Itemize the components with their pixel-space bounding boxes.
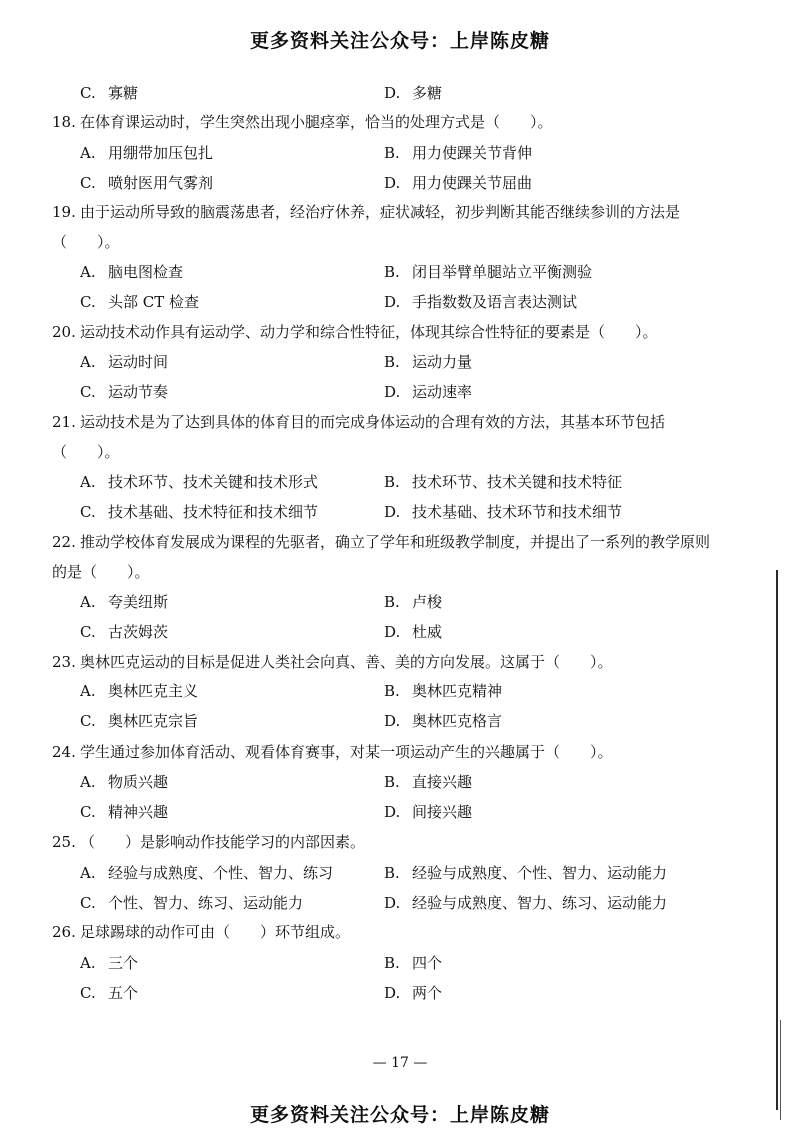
option-letter: D. bbox=[384, 383, 401, 401]
footer-banner: 更多资料关注公众号：上岸陈皮糖 bbox=[249, 1104, 550, 1126]
question-number: 20. bbox=[52, 323, 76, 341]
option-b bbox=[384, 592, 442, 612]
option-text: 间接兴趣 bbox=[412, 803, 473, 821]
option-letter: A. bbox=[80, 593, 96, 611]
question-number: 22. bbox=[52, 533, 76, 551]
option-letter: C. bbox=[80, 894, 96, 912]
question-stem bbox=[52, 197, 712, 257]
option-letter: A. bbox=[80, 864, 96, 882]
option-b bbox=[384, 863, 667, 883]
question-stem bbox=[52, 527, 712, 587]
option-c bbox=[80, 502, 318, 522]
question-text: （ ）是影响动作技能学习的内部因素。 bbox=[80, 833, 366, 851]
question-number: 18. bbox=[52, 113, 76, 131]
question-stem bbox=[52, 107, 712, 137]
option-letter: C. bbox=[80, 803, 96, 821]
option-letter: B. bbox=[384, 682, 400, 700]
option-b bbox=[384, 262, 592, 282]
option-d bbox=[384, 83, 442, 103]
question-stem bbox=[52, 737, 712, 767]
option-text: 奥林匹克宗旨 bbox=[108, 712, 199, 730]
scan-edge-line bbox=[780, 1020, 781, 1120]
option-letter: C. bbox=[80, 712, 96, 730]
option-text: 闭目举臂单腿站立平衡测验 bbox=[412, 263, 593, 281]
option-c bbox=[80, 711, 198, 731]
page-number: — 17 — bbox=[372, 1055, 428, 1071]
option-text: 奥林匹克主义 bbox=[108, 682, 199, 700]
option-text: 四个 bbox=[412, 954, 443, 972]
option-c bbox=[80, 292, 199, 312]
question-number: 23. bbox=[52, 653, 76, 671]
option-a bbox=[80, 953, 138, 973]
option-c bbox=[80, 983, 138, 1003]
question-text: 足球踢球的动作可由（ ）环节组成。 bbox=[80, 923, 351, 941]
option-letter: C. bbox=[80, 383, 96, 401]
option-text: 经验与成熟度、智力、练习、运动能力 bbox=[412, 894, 668, 912]
option-text: 古茨姆茨 bbox=[108, 623, 169, 641]
option-letter: B. bbox=[384, 864, 400, 882]
option-letter: A. bbox=[80, 954, 96, 972]
option-letter: B. bbox=[384, 473, 400, 491]
option-text: 经验与成熟度、个性、智力、运动能力 bbox=[412, 864, 668, 882]
option-d bbox=[384, 983, 442, 1003]
question-stem bbox=[52, 407, 712, 467]
option-text: 物质兴趣 bbox=[108, 773, 169, 791]
option-b bbox=[384, 352, 472, 372]
option-letter: B. bbox=[384, 954, 400, 972]
option-text: 运动速率 bbox=[412, 383, 473, 401]
option-text: 手指数数及语言表达测试 bbox=[412, 293, 578, 311]
option-letter: B. bbox=[384, 773, 400, 791]
option-text: 奥林匹克格言 bbox=[412, 712, 503, 730]
option-d bbox=[384, 711, 502, 731]
question-text: 在体育课运动时，学生突然出现小腿痉挛，恰当的处理方式是（ ）。 bbox=[80, 113, 553, 131]
option-a bbox=[80, 863, 333, 883]
option-text: 多糖 bbox=[412, 84, 443, 102]
option-text: 卢梭 bbox=[412, 593, 443, 611]
option-text: 头部 CT 检查 bbox=[108, 293, 200, 311]
question-text: 由于运动所导致的脑震荡患者，经治疗休养，症状减轻，初步判断其能否继续参训的方法是（ ）。 bbox=[52, 203, 681, 251]
question-text: 奥林匹克运动的目标是促进人类社会向真、善、美的方向发展。这属于（ ）。 bbox=[80, 653, 613, 671]
option-letter: A. bbox=[80, 263, 96, 281]
option-letter: D. bbox=[384, 984, 401, 1002]
option-d bbox=[384, 802, 472, 822]
option-c bbox=[80, 173, 213, 193]
option-c bbox=[80, 83, 138, 103]
option-text: 运动时间 bbox=[108, 353, 169, 371]
option-c bbox=[80, 622, 168, 642]
option-c bbox=[80, 802, 168, 822]
question-text: 运动技术动作具有运动学、动力学和综合性特征，体现其综合性特征的要素是（ ）。 bbox=[80, 323, 658, 341]
option-b bbox=[384, 143, 532, 163]
option-letter: D. bbox=[384, 712, 401, 730]
option-text: 脑电图检查 bbox=[108, 263, 184, 281]
option-b bbox=[384, 681, 502, 701]
option-text: 技术环节、技术关键和技术形式 bbox=[108, 473, 319, 491]
option-letter: B. bbox=[384, 353, 400, 371]
option-c bbox=[80, 382, 168, 402]
option-a bbox=[80, 592, 168, 612]
option-letter: C. bbox=[80, 984, 96, 1002]
option-d bbox=[384, 173, 532, 193]
option-text: 运动力量 bbox=[412, 353, 473, 371]
question-text: 学生通过参加体育活动、观看体育赛事，对某一项运动产生的兴趣属于（ ）。 bbox=[80, 743, 613, 761]
option-text: 直接兴趣 bbox=[412, 773, 473, 791]
option-letter: B. bbox=[384, 263, 400, 281]
option-letter: D. bbox=[384, 623, 401, 641]
option-letter: D. bbox=[384, 84, 401, 102]
option-text: 个性、智力、练习、运动能力 bbox=[108, 894, 304, 912]
question-number: 19. bbox=[52, 203, 76, 221]
option-letter: B. bbox=[384, 144, 400, 162]
option-text: 喷射医用气雾剂 bbox=[108, 174, 214, 192]
option-text: 夸美纽斯 bbox=[108, 593, 169, 611]
option-letter: C. bbox=[80, 293, 96, 311]
option-d bbox=[384, 382, 472, 402]
option-a bbox=[80, 352, 168, 372]
question-number: 25. bbox=[52, 833, 76, 851]
option-letter: C. bbox=[80, 84, 96, 102]
option-letter: A. bbox=[80, 773, 96, 791]
option-letter: A. bbox=[80, 473, 96, 491]
option-letter: C. bbox=[80, 623, 96, 641]
question-text: 推动学校体育发展成为课程的先驱者，确立了学年和班级教学制度，并提出了一系列的教学原则的是（ ）。 bbox=[52, 533, 711, 581]
option-a bbox=[80, 472, 318, 492]
question-stem bbox=[52, 917, 712, 947]
option-text: 精神兴趣 bbox=[108, 803, 169, 821]
option-letter: C. bbox=[80, 503, 96, 521]
option-letter: A. bbox=[80, 144, 96, 162]
option-letter: D. bbox=[384, 174, 401, 192]
option-text: 两个 bbox=[412, 984, 443, 1002]
option-c bbox=[80, 893, 303, 913]
option-letter: D. bbox=[384, 503, 401, 521]
option-text: 技术基础、技术环节和技术细节 bbox=[412, 503, 623, 521]
option-d bbox=[384, 893, 667, 913]
option-text: 经验与成熟度、个性、智力、练习 bbox=[108, 864, 334, 882]
header-banner: 更多资料关注公众号：上岸陈皮糖 bbox=[249, 30, 550, 52]
question-stem bbox=[52, 647, 712, 677]
question-text: 运动技术是为了达到具体的体育目的而完成身体运动的合理有效的方法，其基本环节包括（ ）。 bbox=[52, 413, 666, 461]
question-number: 24. bbox=[52, 743, 76, 761]
option-b bbox=[384, 772, 472, 792]
option-text: 用绷带加压包扎 bbox=[108, 144, 214, 162]
option-text: 奥林匹克精神 bbox=[412, 682, 503, 700]
option-text: 运动节奏 bbox=[108, 383, 169, 401]
option-letter: D. bbox=[384, 894, 401, 912]
option-a bbox=[80, 143, 213, 163]
option-b bbox=[384, 953, 442, 973]
option-text: 杜威 bbox=[412, 623, 443, 641]
option-b bbox=[384, 472, 622, 492]
option-text: 用力使踝关节背伸 bbox=[412, 144, 533, 162]
option-text: 三个 bbox=[108, 954, 139, 972]
option-letter: B. bbox=[384, 593, 400, 611]
option-text: 寡糖 bbox=[108, 84, 139, 102]
option-text: 五个 bbox=[108, 984, 139, 1002]
option-text: 技术基础、技术特征和技术细节 bbox=[108, 503, 319, 521]
option-d bbox=[384, 292, 577, 312]
option-letter: A. bbox=[80, 682, 96, 700]
option-letter: D. bbox=[384, 803, 401, 821]
option-letter: D. bbox=[384, 293, 401, 311]
question-number: 21. bbox=[52, 413, 76, 431]
option-letter: A. bbox=[80, 353, 96, 371]
option-a bbox=[80, 772, 168, 792]
option-a bbox=[80, 681, 198, 701]
option-d bbox=[384, 502, 622, 522]
question-stem bbox=[52, 827, 712, 857]
option-d bbox=[384, 622, 442, 642]
option-text: 用力使踝关节屈曲 bbox=[412, 174, 533, 192]
question-stem bbox=[52, 317, 712, 347]
option-letter: C. bbox=[80, 174, 96, 192]
scan-edge-line bbox=[776, 570, 778, 1110]
option-a bbox=[80, 262, 183, 282]
question-number: 26. bbox=[52, 923, 76, 941]
option-text: 技术环节、技术关键和技术特征 bbox=[412, 473, 623, 491]
